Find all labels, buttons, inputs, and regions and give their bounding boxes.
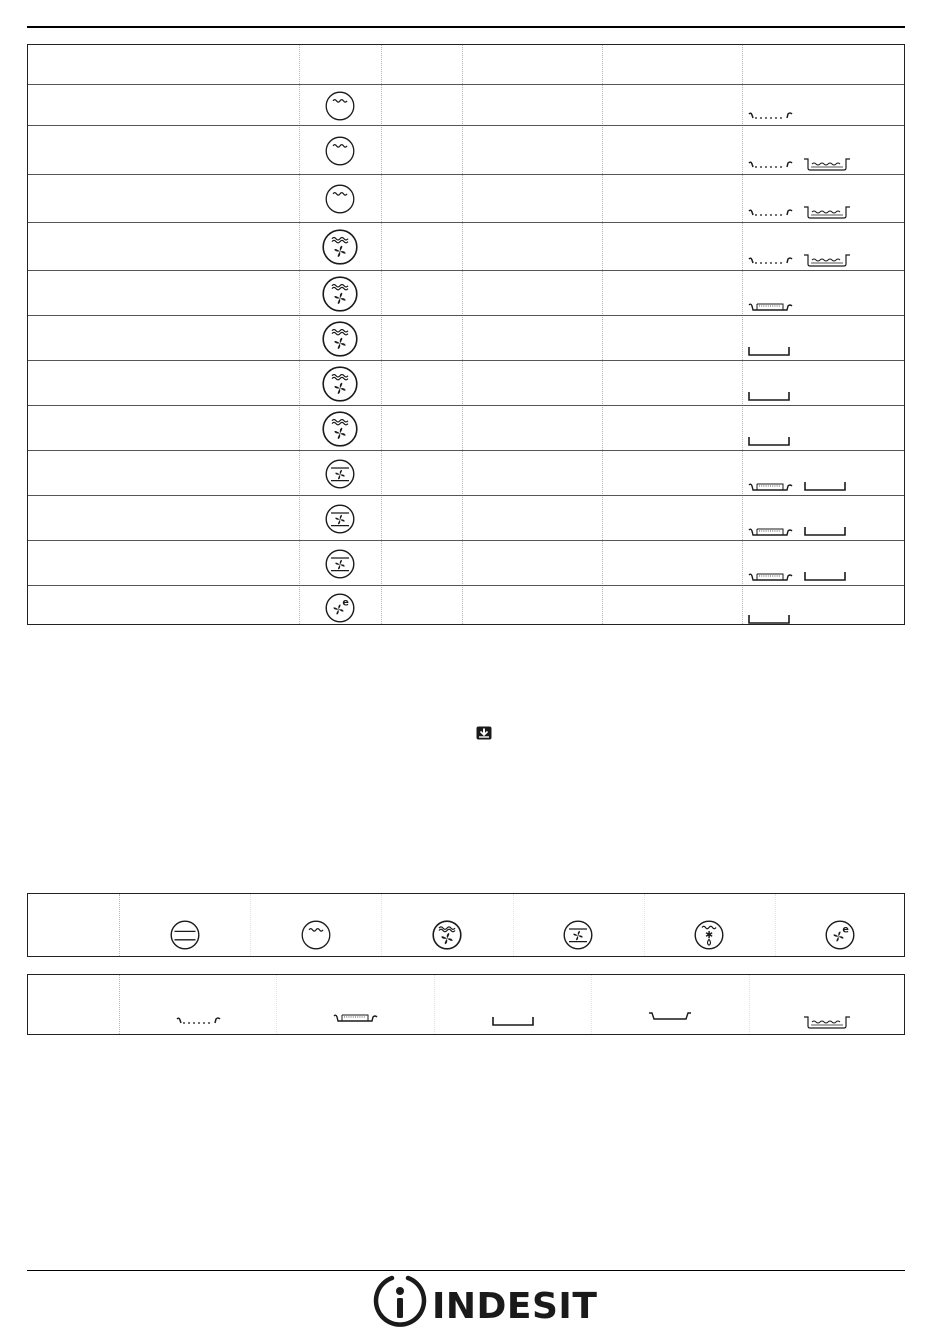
table-row [28, 222, 904, 270]
table-row [28, 360, 904, 405]
table-row [28, 405, 904, 450]
baking-tray-legend-icon [803, 1015, 851, 1029]
forced-air-icon [322, 229, 358, 265]
defrost-legend-icon [694, 920, 724, 950]
grill-fan-legend-icon [563, 920, 593, 950]
legend-divider [434, 975, 435, 1034]
table-row [28, 585, 904, 628]
baking-tray-icon [803, 157, 851, 171]
wire-shelf-icon [747, 255, 793, 267]
legend-divider [591, 975, 592, 1034]
accessories-legend [27, 974, 905, 1035]
wire-shelf-legend-icon [175, 1015, 221, 1027]
legend-label-cell [28, 975, 120, 1034]
svg-text:e: e [342, 597, 349, 609]
table-row [28, 270, 904, 315]
table-row [28, 450, 904, 495]
forced-air-legend-icon [432, 920, 462, 950]
legend-divider [276, 975, 277, 1034]
drip-tray-icon [747, 613, 791, 625]
svg-text:✱: ✱ [705, 930, 714, 941]
shelf-with-tray-legend-icon [332, 1011, 378, 1023]
drip-tray-icon [803, 570, 847, 582]
legend-divider [381, 894, 382, 956]
conventional-legend-icon [301, 920, 331, 950]
cooking-table [27, 44, 905, 625]
wire-shelf-icon [747, 110, 793, 122]
shelf-with-tray-icon [747, 300, 793, 312]
legend-divider [250, 894, 251, 956]
legend-label-cell [28, 894, 120, 956]
conventional-icon [325, 136, 355, 166]
wire-shelf-icon [747, 159, 793, 171]
forced-air-icon [322, 366, 358, 402]
legend-divider [513, 894, 514, 956]
baking-tray-flat-legend-icon [648, 1011, 692, 1023]
wire-shelf-icon [747, 207, 793, 219]
drip-tray-icon [747, 435, 791, 447]
legend-divider [749, 975, 750, 1034]
drip-tray-icon [747, 345, 791, 357]
table-row [28, 540, 904, 585]
indesit-logo-graphic [372, 1274, 598, 1330]
baking-tray-icon [803, 253, 851, 267]
grill-fan-icon [325, 549, 355, 579]
table-row [28, 84, 904, 125]
shelf-with-tray-icon [747, 525, 793, 537]
svg-text:e: e [842, 924, 850, 936]
svg-text:INDESIT: INDESIT [432, 1286, 598, 1327]
eco-fan-icon [325, 593, 355, 623]
legend-divider [644, 894, 645, 956]
table-row [28, 125, 904, 174]
indesit-logo [372, 1274, 598, 1335]
grill-legend-icon [170, 920, 200, 950]
grill-fan-icon [325, 459, 355, 489]
eco-fan-legend-icon [825, 920, 855, 950]
forced-air-icon [322, 411, 358, 447]
functions-legend [27, 893, 905, 957]
drip-tray-icon [803, 525, 847, 537]
shelf-with-tray-icon [747, 570, 793, 582]
grill-fan-icon [325, 504, 355, 534]
bottom-rule [27, 1270, 905, 1271]
table-row [28, 315, 904, 360]
conventional-icon [325, 91, 355, 121]
top-rule [27, 26, 905, 28]
conventional-icon [325, 184, 355, 214]
legend-divider [775, 894, 776, 956]
table-row [28, 495, 904, 540]
forced-air-icon [322, 276, 358, 312]
table-row [28, 174, 904, 222]
drip-tray-legend-icon [491, 1015, 535, 1027]
download-icon [476, 726, 492, 740]
drip-tray-icon [747, 390, 791, 402]
drip-tray-icon [803, 480, 847, 492]
shelf-with-tray-icon [747, 480, 793, 492]
forced-air-icon [322, 321, 358, 357]
baking-tray-icon [803, 205, 851, 219]
